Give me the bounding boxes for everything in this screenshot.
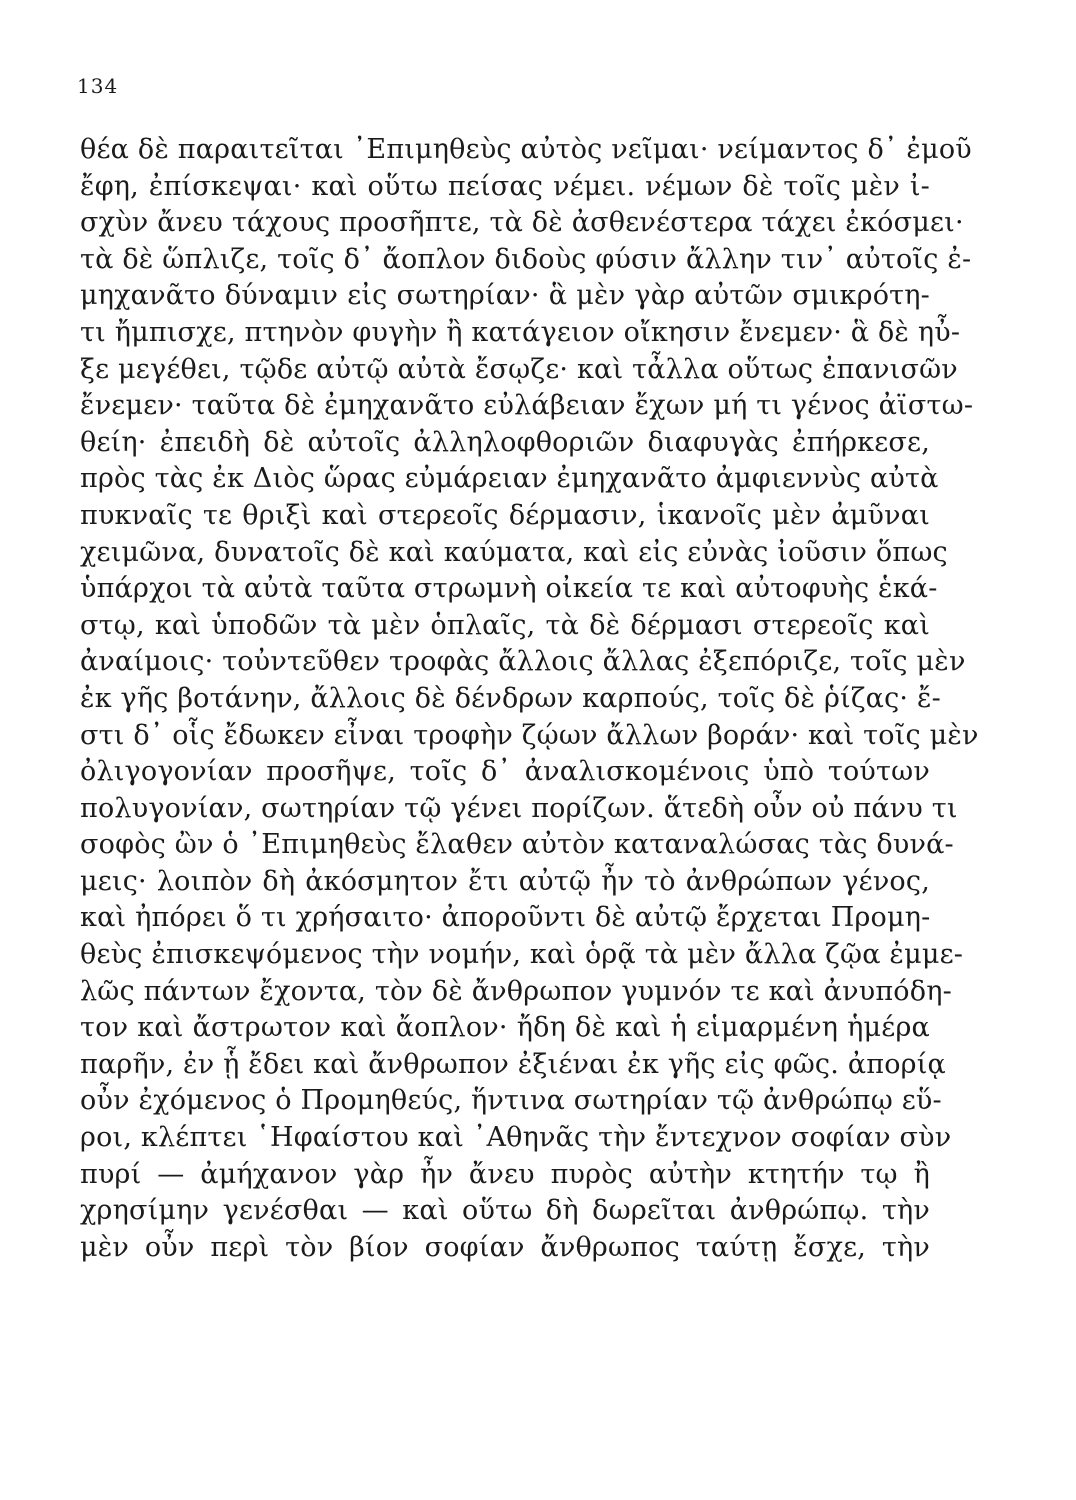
text-line: λῶς πάντων ἔχοντα, τὸν δὲ ἄνθρωπον γυμνόν τε καὶ ἀνυπόδη-: [80, 975, 952, 1007]
text-line: ξε μεγέθει, τῷδε αὐτῷ αὐτὰ ἔσῳζε· καὶ τἆλλα οὕτως ἐπανισῶν: [80, 353, 958, 385]
text-line: θέα δὲ παραιτεῖται ᾿Επιμηθεὺς αὐτὸς νεῖμαι· νείμαντος δ᾿ ἐμοῦ: [80, 134, 972, 165]
page-number: 134: [77, 74, 119, 98]
text-line: χρησίμην γενέσθαι — καὶ οὕτω δὴ δωρεῖται ἀνθρώπῳ. τὴν: [80, 1195, 930, 1227]
text-line: μεις· λοιπὸν δὴ ἀκόσμητον ἔτι αὐτῷ ἦν τὸ ἀνθρώπων γένος,: [80, 865, 930, 897]
text-line: ἔνεμεν· ταῦτα δὲ ἐμηχανᾶτο εὐλάβειαν ἔχων μή τι γένος ἀϊστω-: [80, 390, 974, 422]
text-line: στῳ, καὶ ὑποδῶν τὰ μὲν ὁπλαῖς, τὰ δὲ δέρμασι στερεοῖς καὶ: [80, 609, 930, 641]
text-line: πολυγονίαν, σωτηρίαν τῷ γένει πορίζων. ἅτεδὴ οὖν οὐ πάνυ τι: [80, 792, 958, 824]
text-line: τι ἤμπισχε, πτηνὸν φυγὴν ἢ κατάγειον οἴκησιν ἔνεμεν· ἃ δὲ ηὖ-: [80, 316, 961, 348]
text-line: ἐκ γῆς βοτάνην, ἄλλοις δὲ δένδρων καρπούς, τοῖς δὲ ῥίζας· ἔ-: [80, 682, 942, 714]
text-line: μηχανᾶτο δύναμιν εἰς σωτηρίαν· ἃ μὲν γὰρ αὐτῶν σμικρότη-: [80, 280, 930, 312]
text-line: πρὸς τὰς ἐκ Διὸς ὥρας εὐμάρειαν ἐμηχανᾶτο ἀμφιεννὺς αὐτὰ: [80, 463, 939, 495]
text-line: τὰ δὲ ὥπλιζε, τοῖς δ᾿ ἄοπλον διδοὺς φύσιν ἄλλην τιν᾿ αὐτοῖς ἐ-: [80, 243, 972, 275]
text-line: παρῆν, ἐν ᾗ ἔδει καὶ ἄνθρωπον ἐξιέναι ἐκ γῆς εἰς φῶς. ἀπορίᾳ: [80, 1048, 946, 1080]
text-line: χειμῶνα, δυνατοῖς δὲ καὶ καύματα, καὶ εἰς εὐνὰς ἰοῦσιν ὅπως: [80, 536, 948, 568]
text-line: ὀλιγογονίαν προσῆψε, τοῖς δ᾿ ἀναλισκομένοις ὑπὸ τούτων: [80, 756, 930, 788]
text-line: ἔφη, ἐπίσκεψαι· καὶ οὕτω πείσας νέμει. νέμων δὲ τοῖς μὲν ἰ-: [80, 170, 930, 202]
text-line: ὑπάρχοι τὰ αὐτὰ ταῦτα στρωμνὴ οἰκεία τε καὶ αὐτοφυὴς ἑκά-: [80, 573, 938, 605]
text-line: μὲν οὖν περὶ τὸν βίον σοφίαν ἄνθρωπος ταύτῃ ἔσχε, τὴν: [80, 1231, 930, 1263]
text-line: σοφὸς ὢν ὁ ᾿Επιμηθεὺς ἔλαθεν αὐτὸν καταναλώσας τὰς δυνά-: [80, 829, 954, 861]
text-line: στι δ᾿ οἷς ἔδωκεν εἶναι τροφὴν ζῴων ἄλλων βοράν· καὶ τοῖς μὲν: [80, 719, 979, 751]
text-line: ροι, κλέπτει ῾Ηφαίστου καὶ ᾿Αθηνᾶς τὴν ἔντεχνον σοφίαν σὺν: [80, 1122, 952, 1154]
text-line: οὖν ἐχόμενος ὁ Προμηθεύς, ἥντινα σωτηρίαν τῷ ἀνθρώπῳ εὕ-: [80, 1085, 942, 1117]
text-line: θεὺς ἐπισκεψόμενος τὴν νομήν, καὶ ὁρᾷ τὰ μὲν ἄλλα ζῷα ἐμμε-: [80, 939, 964, 971]
text-line: σχὺν ἄνευ τάχους προσῆπτε, τὰ δὲ ἀσθενέστερα τάχει ἐκόσμει·: [80, 207, 964, 239]
text-line: πυρί — ἀμήχανον γὰρ ἦν ἄνευ πυρὸς αὐτὴν κτητήν τῳ ἢ: [80, 1158, 930, 1190]
text-line: ἀναίμοις· τοὐντεῦθεν τροφὰς ἄλλοις ἄλλας ἐξεπόριζε, τοῖς μὲν: [80, 646, 966, 678]
text-line: καὶ ἠπόρει ὅ τι χρήσαιτο· ἀποροῦντι δὲ αὐτῷ ἔρχεται Προμη-: [80, 902, 931, 934]
text-line: πυκναῖς τε θριξὶ καὶ στερεοῖς δέρμασιν, ἱκανοῖς μὲν ἀμῦναι: [80, 499, 930, 531]
text-line: θείη· ἐπειδὴ δὲ αὐτοῖς ἀλληλοφθοριῶν διαφυγὰς ἐπήρκεσε,: [80, 426, 930, 458]
greek-text-block: [80, 132, 979, 1432]
text-line: τον καὶ ἄστρωτον καὶ ἄοπλον· ἤδη δὲ καὶ ἡ εἱμαρμένη ἡμέρα: [80, 1012, 930, 1044]
